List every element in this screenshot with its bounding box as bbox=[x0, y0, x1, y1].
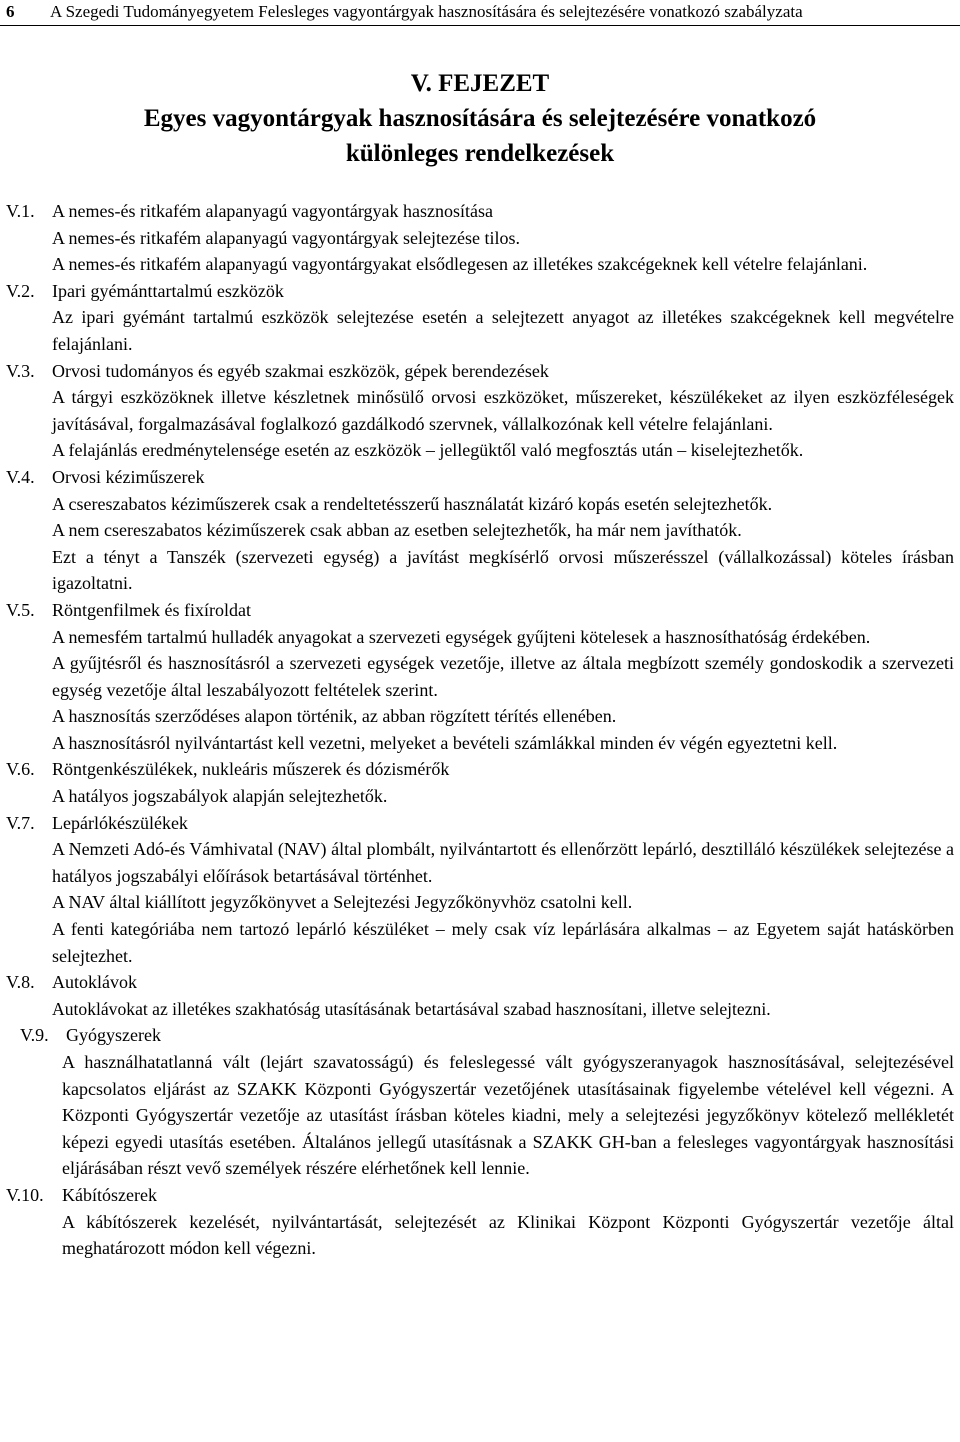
chapter-title-line: különleges rendelkezések bbox=[345, 140, 615, 167]
paragraph: A hasznosításról nyilvántartást kell vezetni, melyeket a bevételi számlákkal minden év végén egyeztetni kell. bbox=[52, 732, 838, 753]
paragraph: A csereszabatos kéziműszerek csak a rendeltetésszerű használatát kizáró kopás esetén selejtezhetők. bbox=[52, 493, 773, 514]
section-title: A nemes-és ritkafém alapanyagú vagyontárgyak hasznosítása bbox=[52, 201, 494, 221]
section-body bbox=[6, 384, 954, 464]
section bbox=[6, 969, 954, 1022]
section bbox=[6, 1022, 954, 1182]
section-body bbox=[6, 1209, 954, 1262]
section-title: Lepárlókészülékek bbox=[52, 812, 188, 833]
section bbox=[6, 810, 954, 970]
section-heading bbox=[6, 969, 954, 996]
section-title: Ipari gyémánttartalmú eszközök bbox=[52, 280, 284, 301]
section-number: V.1. bbox=[6, 201, 35, 221]
section-title: Orvosi tudományos és egyéb szakmai eszközök, gépek berendezések bbox=[52, 360, 549, 381]
section-number: V.2. bbox=[6, 280, 35, 301]
paragraph: A nemes-és ritkafém alapanyagú vagyontárgyakat elsődlegesen az illetékes szakcégeknek kell vételre felajánlani. bbox=[52, 254, 868, 275]
paragraph: A hasznosítás szerződéses alapon történik, az abban rögzített térítés ellenében. bbox=[52, 706, 617, 727]
section bbox=[6, 597, 954, 757]
section-heading bbox=[6, 198, 954, 225]
section-body bbox=[6, 225, 954, 278]
paragraph: A Nemzeti Adó-és Vámhivatal (NAV) által plombált, nyilvántartott és ellenőrzött lepárló, desztilláló készülékek selejtezése a hatályos jogszabályi előírások betartásával történhet. bbox=[52, 839, 954, 886]
section bbox=[6, 1182, 954, 1262]
paragraph: A hatályos jogszabályok alapján selejtezhetők. bbox=[52, 786, 388, 807]
section-heading bbox=[6, 1182, 954, 1209]
section-title: Orvosi kéziműszerek bbox=[52, 466, 205, 487]
running-title: A Szegedi Tudományegyetem Felesleges vagyontárgyak hasznosítására és selejtezésére vonatkozó szabályzata bbox=[50, 2, 803, 21]
section bbox=[6, 464, 954, 597]
paragraph: Az ipari gyémánt tartalmú eszközök selejtezése esetén a selejtezett anyagot az illetékes szakcégeknek kell megvételre felajánlani. bbox=[52, 307, 954, 354]
section-number: V.10. bbox=[6, 1184, 44, 1205]
section bbox=[6, 358, 954, 464]
section-body bbox=[6, 996, 954, 1023]
section-title: Röntgenfilmek és fixíroldat bbox=[52, 599, 251, 620]
section-body bbox=[6, 304, 954, 357]
section-heading bbox=[6, 810, 954, 837]
paragraph: A nemes-és ritkafém alapanyagú vagyontárgyak selejtezése tilos. bbox=[52, 227, 520, 248]
section-title: Gyógyszerek bbox=[66, 1025, 161, 1046]
section-title: Röntgenkészülékek, nukleáris műszerek és dózismérők bbox=[52, 759, 450, 780]
section-heading bbox=[6, 597, 954, 624]
section-heading bbox=[6, 464, 954, 491]
paragraph: Ezt a tényt a Tanszék (szervezeti egység) a javítást megkísérlő orvosi műszerésszel (vállalkozással) köteles írásban igazoltatni. bbox=[52, 546, 954, 594]
paragraph: A nem csereszabatos kéziműszerek csak abban az esetben selejtezhetők, ha már nem javíthatók. bbox=[52, 520, 742, 541]
section-number: V.8. bbox=[6, 972, 35, 993]
running-header bbox=[0, 0, 960, 26]
paragraph: A felajánlás eredménytelensége esetén az eszközök – jellegüktől való megfosztás után – kiselejtezhetők. bbox=[52, 440, 804, 461]
section-body bbox=[6, 624, 954, 757]
paragraph: A nemesfém tartalmú hulladék anyagokat a szervezeti egységek gyűjteni kötelesek a hasznosíthatóság érdekében. bbox=[52, 626, 871, 647]
section-body bbox=[6, 491, 954, 597]
section-body bbox=[6, 836, 954, 969]
section bbox=[6, 278, 954, 358]
paragraph: A tárgyi eszközöknek illetve készletnek minősülő orvosi eszközöket, műszereket, készülékeket az ilyen eszközféleségek javításával, forgalmazásával foglalkozó gazdálkodó szervnek, vállalkozónak kell vételre felajánlani. bbox=[52, 387, 954, 434]
paragraph: A gyűjtésről és hasznosításról a szervezeti egységek vezetője, illetve az általa megbízott személy gondoskodik a szervezeti egység vezetője által leszabályozott feltételek szerint. bbox=[52, 653, 954, 700]
paragraph: A kábítószerek kezelését, nyilvántartását, selejtezését az Klinikai Központ Központi Gyógyszertár vezetője által meghatározott módon kell végezni. bbox=[62, 1211, 954, 1259]
section-heading bbox=[6, 358, 954, 385]
paragraph: A használhatatlanná vált (lejárt szavatosságú) és feleslegessé vált gyógyszeranyagok hasznosításával, selejtezésével kapcsolatos eljárást az SZAKK Központi Gyógyszertár vezetőjének utasításainak figyelembe vételével kell végezni. A Központi Gyógyszertár vezetője az utasítást írásban köteles kiadni, mely a selejtezési jegyzőkönyv kötelező mellékletét képezi egyedi utasítás esetében. Általános jellegű utasításnak a SZAKK GH-ban a felesleges vagyontárgyak hasznosítási eljárásában részt vevő személyek részére elérhetőnek kell lennie. bbox=[62, 1052, 954, 1179]
chapter-title bbox=[0, 66, 960, 171]
paragraph: A NAV által kiállított jegyzőkönyvet a Selejtezési Jegyzőkönyvhöz csatolni kell. bbox=[52, 892, 633, 913]
section-body bbox=[6, 783, 954, 810]
section-number: V.3. bbox=[6, 360, 35, 381]
section-body bbox=[6, 1049, 954, 1182]
section-heading bbox=[6, 756, 954, 783]
section-heading bbox=[6, 278, 954, 305]
section-number: V.6. bbox=[6, 759, 35, 780]
section-number: V.7. bbox=[6, 812, 35, 833]
section-title: Kábítószerek bbox=[62, 1184, 157, 1205]
chapter-title-line: Egyes vagyontárgyak hasznosítására és selejtezésére vonatkozó bbox=[143, 105, 817, 132]
section bbox=[6, 756, 954, 809]
section-heading bbox=[6, 1022, 954, 1049]
section-number: V.5. bbox=[6, 599, 35, 620]
paragraph: Autoklávokat az illetékes szakhatóság utasításának betartásával szabad hasznosítani, illetve selejtezni. bbox=[52, 998, 771, 1019]
section-title: Autoklávok bbox=[52, 972, 137, 993]
page-number: 6 bbox=[6, 2, 15, 21]
section-number: V.9. bbox=[20, 1025, 49, 1046]
section bbox=[6, 198, 954, 278]
section-number: V.4. bbox=[6, 466, 35, 487]
chapter-label: V. FEJEZET bbox=[410, 70, 550, 97]
sections-content bbox=[6, 198, 954, 1262]
paragraph: A fenti kategóriába nem tartozó lepárló készüléket – mely csak víz lepárlására alkalmas – az Egyetem saját hatáskörben selejtezhet. bbox=[52, 919, 954, 966]
